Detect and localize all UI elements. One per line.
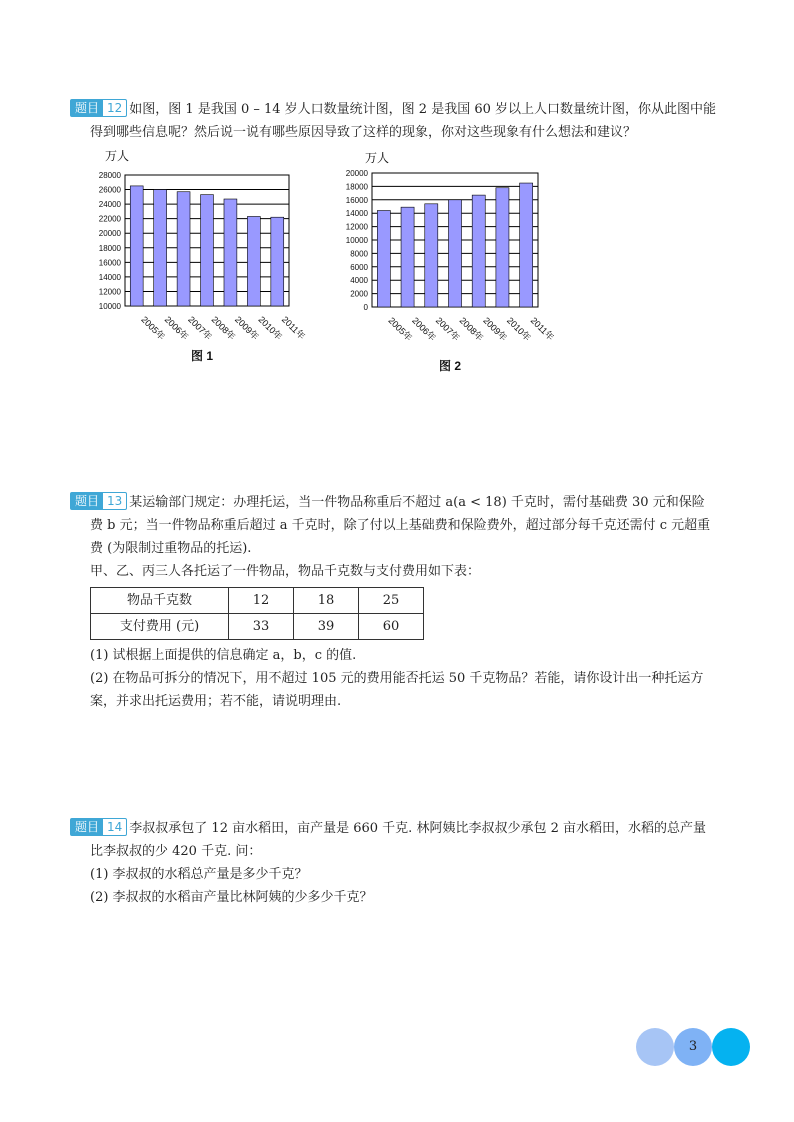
y-tick-label: 26000 (98, 185, 121, 195)
x-tick-label: 2008年 (209, 314, 238, 342)
x-tick-label: 2005年 (139, 314, 167, 342)
table-cell: 12 (229, 588, 294, 614)
bar (496, 188, 509, 307)
y-tick-label: 20000 (98, 229, 121, 239)
problem-13-question-2-line-1: (2) 在物品可拆分的情况下，用不超过 105 元的费用能否托运 50 千克物品？若能，请你设计出一种托运方 (90, 671, 704, 686)
table-cell: 33 (229, 614, 294, 640)
problem-14-question-1: (1) 李叔叔的水稻总产量是多少千克？ (90, 867, 308, 882)
chart-1 (88, 148, 323, 377)
bar (224, 199, 237, 306)
bar (520, 183, 533, 307)
problem-14-question-2: (2) 李叔叔的水稻亩产量比林阿姨的少多少千克？ (90, 890, 373, 905)
problem-13-line-2: 费 b 元；当一件物品称重后超过 a 千克时，除了付以上基础费和保险费外，超过部分每千克还需付 c 元超重 (90, 518, 711, 533)
problem-14-line-2: 比李叔叔的少 420 千克. 问： (90, 844, 262, 859)
problem-12-line-1: 题目 12 如图，图 1 是我国 0 – 14 岁人口数量统计图，图 2 是我国 60 岁以上人口数量统计图，你从此图中能 (70, 98, 730, 121)
x-tick-label: 2011年 (528, 315, 556, 343)
x-tick-label: 2005年 (386, 315, 415, 343)
problem-13-line-1: 题目 13 某运输部门规定：办理托运，当一件物品称重后不超过 a(a < 18) 千克时，需付基础费 30 元和保险 (70, 491, 730, 514)
y-tick-label: 18000 (98, 243, 121, 253)
x-tick-label: 2009年 (481, 315, 509, 343)
problem-tag: 题目 14 (70, 818, 127, 836)
table-header-fee: 支付费用 (元) (91, 614, 229, 640)
bar (154, 190, 167, 306)
problem-tag: 题目 13 (70, 492, 127, 510)
chart-caption: 图 1 (190, 349, 214, 363)
problem-13 (70, 491, 730, 713)
y-tick-label: 6000 (350, 262, 368, 272)
problem-tag: 题目 12 (70, 99, 127, 117)
y-tick-label: 10000 (345, 236, 368, 245)
bar (448, 200, 461, 307)
y-tick-label: 14000 (98, 272, 121, 282)
x-tick-label: 2010年 (256, 314, 285, 342)
page-number-badge (636, 1028, 752, 1066)
problem-12 (70, 98, 730, 144)
bar (201, 195, 214, 306)
x-tick-label: 2008年 (457, 315, 486, 343)
y-tick-label: 12000 (345, 222, 368, 232)
y-tick-label: 18000 (345, 182, 368, 192)
bar (377, 211, 390, 307)
table-row (91, 614, 424, 640)
badge-circle-right (712, 1028, 750, 1066)
x-tick-label: 2010年 (505, 315, 533, 343)
weight-fee-table (90, 587, 424, 640)
y-tick-label: 0 (363, 303, 368, 312)
table-cell: 18 (294, 588, 359, 614)
chart-1-svg (88, 148, 323, 373)
bar (247, 216, 260, 306)
y-tick-label: 12000 (98, 287, 121, 297)
table-cell: 25 (359, 588, 424, 614)
table-header-weight: 物品千克数 (91, 588, 229, 614)
y-tick-label: 20000 (345, 169, 368, 178)
bar (425, 204, 438, 307)
problem-14-line-1: 题目 14 李叔叔承包了 12 亩水稻田，亩产量是 660 千克. 林阿姨比李叔叔少承包 2 亩水稻田，水稻的总产量 (70, 817, 730, 840)
table-cell: 39 (294, 614, 359, 640)
x-tick-label: 2009年 (233, 314, 261, 342)
problem-14 (70, 817, 730, 909)
bar (401, 207, 414, 307)
y-tick-label: 4000 (350, 276, 368, 286)
problem-13-question-1: (1) 试根据上面提供的信息确定 a，b，c 的值. (90, 648, 357, 663)
y-axis-unit-label: 万人 (365, 151, 390, 165)
x-tick-label: 2007年 (186, 314, 214, 342)
x-tick-label: 2006年 (162, 314, 191, 342)
bar (177, 192, 190, 306)
y-tick-label: 28000 (98, 171, 121, 180)
bar (472, 195, 485, 307)
y-tick-label: 16000 (345, 195, 368, 205)
y-tick-label: 22000 (98, 214, 121, 224)
table-cell: 60 (359, 614, 424, 640)
table-row (91, 588, 424, 614)
y-tick-label: 10000 (98, 302, 121, 311)
y-tick-label: 24000 (98, 200, 121, 210)
chart-2 (330, 148, 570, 382)
x-tick-label: 2007年 (433, 315, 462, 343)
page-number: 3 (674, 1028, 712, 1066)
problem-13-line-4: 甲、乙、丙三人各托运了一件物品，物品千克数与支付费用如下表： (90, 564, 481, 579)
problem-13-line-3: 费 (为限制过重物品的托运). (90, 541, 252, 556)
y-tick-label: 2000 (350, 289, 368, 299)
y-tick-label: 8000 (350, 249, 368, 259)
y-axis-unit-label: 万人 (105, 149, 130, 163)
chart-2-svg (330, 148, 570, 378)
x-tick-label: 2011年 (279, 314, 307, 342)
chart-caption: 图 2 (438, 359, 462, 373)
bar (130, 186, 143, 306)
problem-12-line-2: 得到哪些信息呢？然后说一说有哪些原因导致了这样的现象，你对这些现象有什么想法和建议？ (90, 125, 637, 140)
badge-circle-left (636, 1028, 674, 1066)
bar (271, 217, 284, 306)
x-tick-label: 2006年 (410, 315, 438, 343)
y-tick-label: 16000 (98, 258, 121, 268)
y-tick-label: 14000 (345, 209, 368, 219)
problem-13-question-2-line-2: 案，并求出托运费用；若不能，请说明理由. (90, 694, 342, 709)
